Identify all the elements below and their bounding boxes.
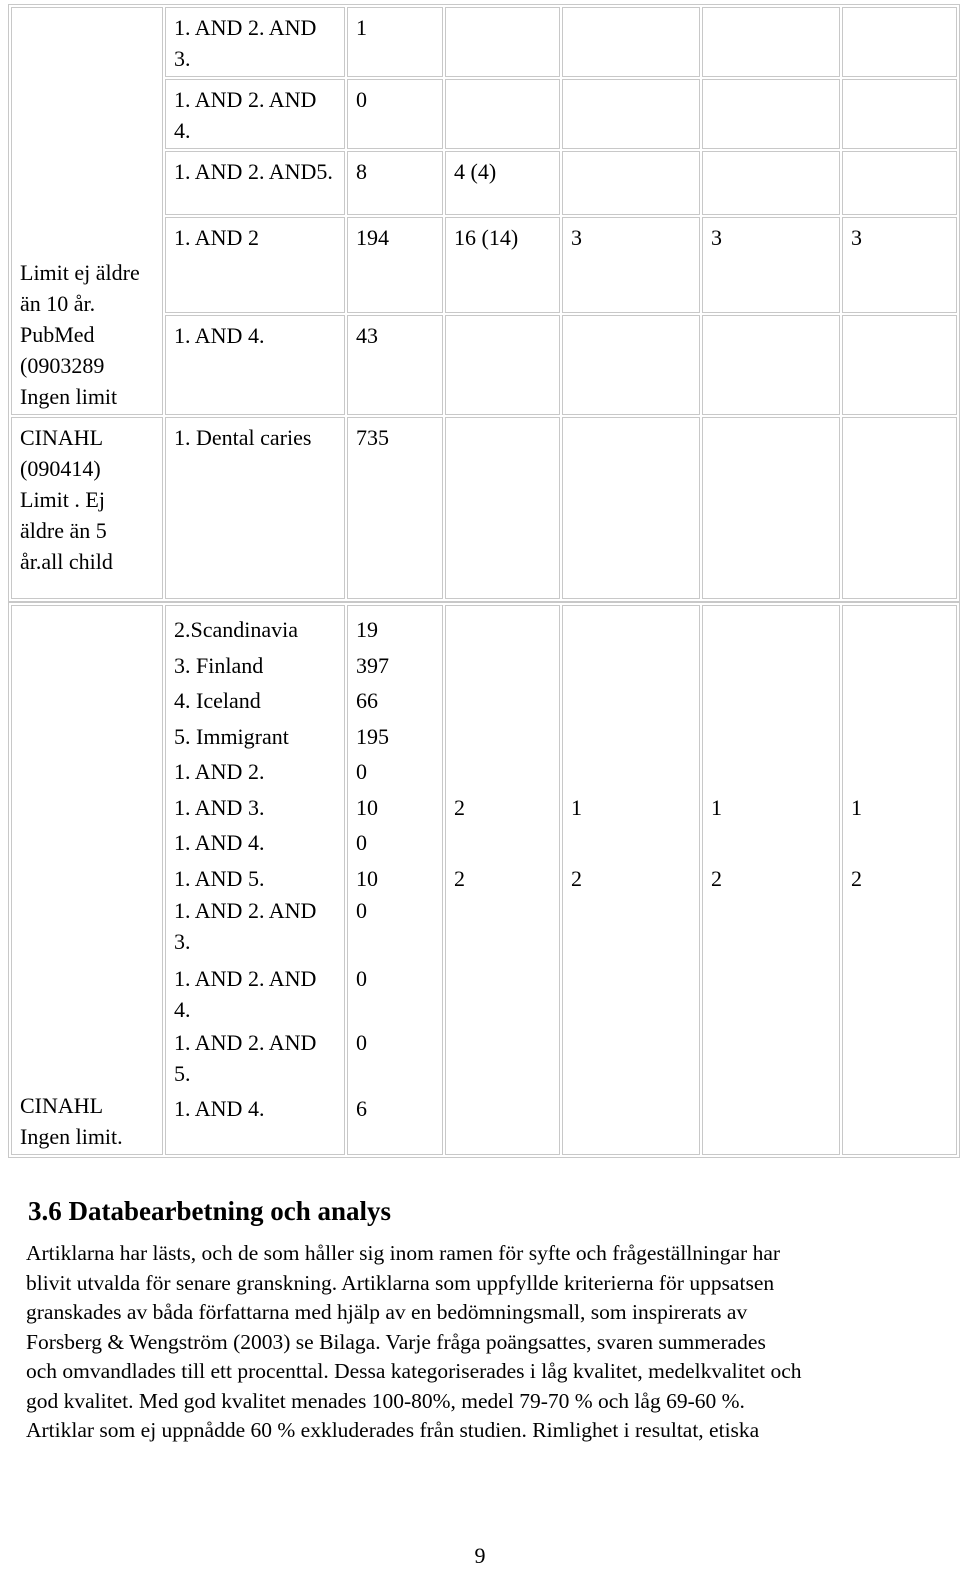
result-cell [562,315,700,415]
hits-value: 195 [356,724,389,749]
hits-cell: 1 [347,7,443,77]
result-column [842,605,957,1155]
body-paragraph [26,1239,936,1446]
search-cell: 1. AND 2. AND 3. [165,7,345,77]
search-term: 1. AND 4. [174,1096,265,1121]
paragraph-line: och omvandlades till ett procenttal. Dessa kategoriserades i låg kvalitet, medelkvalitet och [26,1359,802,1383]
result-cell: 4 (4) [445,151,560,215]
result-cell: 3 [702,217,840,313]
search-cell: 1. AND 4. [165,315,345,415]
search-term: 1. AND 2. AND 4. [174,966,317,1022]
result-value: 1 [571,795,582,820]
hits-value: 10 [356,866,378,891]
search-term: 1. AND 3. [174,795,265,820]
hits-value: 0 [356,1030,367,1055]
database-cell [11,7,163,415]
hits-cell: 0 [347,79,443,149]
table-row [11,417,957,599]
result-cell [562,417,700,599]
result-cell: 3 [562,217,700,313]
search-column [165,605,345,1155]
search-term: 1. AND 2. AND 3. [174,898,317,954]
result-column [702,605,840,1155]
search-term: 1. AND 4. [174,830,265,855]
result-cell [702,151,840,215]
result-value: 1 [851,795,862,820]
paragraph-line: blivit utvalda för senare granskning. Artiklarna som uppfyllde kriterierna för uppsatsen [26,1270,775,1295]
result-cell [562,79,700,149]
db-pubmed-label: PubMed (0903289 Ingen limit [20,322,118,409]
table-row [11,7,957,77]
result-cell: 3 [842,217,957,313]
result-cell [702,7,840,77]
hits-value: 0 [356,759,367,784]
result-cell [445,7,560,77]
result-cell [702,417,840,599]
result-cell [562,151,700,215]
database-cell: CINAHL Ingen limit. [11,605,163,1155]
hits-value: 19 [356,617,378,642]
result-cell [842,315,957,415]
result-cell [562,7,700,77]
search-cell: 1. AND 2 [165,217,345,313]
hits-value: 0 [356,830,367,855]
result-value: 2 [711,866,722,891]
search-cell: 1. AND 2. AND5. [165,151,345,215]
result-column [562,605,700,1155]
search-term: 1. AND 5. [174,866,265,891]
hits-value: 0 [356,966,367,991]
result-value: 2 [454,866,465,891]
search-table [8,4,954,1158]
result-cell [842,79,957,149]
page-number: 9 [474,1543,486,1568]
result-cell [445,417,560,599]
paragraph-line: granskades av båda författarna med hjälp av en bedömningsmall, som inspirerats av [26,1300,748,1324]
result-cell [842,151,957,215]
search-cell: 1. AND 2. AND 4. [165,79,345,149]
table-row [11,605,957,1155]
result-value: 2 [454,795,465,820]
search-term: 1. AND 2. AND 5. [174,1030,317,1086]
result-cell [445,79,560,149]
hits-cell: 8 [347,151,443,215]
result-cell [445,315,560,415]
result-cell [702,79,840,149]
database-cell [11,417,163,599]
paragraph-line: god kvalitet. Med god kvalitet menades 100-80%, medel 79-70 % och låg 69-60 %. [26,1388,745,1413]
search-term: 3. Finland [174,653,264,678]
hits-cell: 43 [347,315,443,415]
result-column [445,605,560,1155]
result-value: 2 [851,866,862,891]
db-limit-label: Limit ej äldre än 10 år. [20,260,140,316]
result-value: 1 [711,795,722,820]
search-results-table [8,4,960,602]
cinahl-results-table [8,602,960,1158]
search-term: 1. AND 2. [174,759,265,784]
result-cell: 16 (14) [445,217,560,313]
section-heading: 3.6 Databearbetning och analys [28,1196,392,1226]
search-term: 5. Immigrant [174,724,289,749]
result-cell [842,7,957,77]
paragraph-line: Artiklarna har lästs, och de som håller sig inom ramen för syfte och frågeställningar har [26,1241,781,1265]
search-cell: 1. Dental caries [165,417,345,599]
result-cell [702,315,840,415]
hits-value: 0 [356,898,367,923]
paragraph-line: Artiklar som ej uppnådde 60 % exkluderades från studien. Rimlighet i resultat, etiska [26,1418,760,1442]
hits-column [347,605,443,1155]
paragraph-line: Forsberg & Wengström (2003) se Bilaga. Varje fråga poängsattes, svaren summerades [26,1329,766,1354]
hits-value: 6 [356,1096,367,1121]
hits-cell: 194 [347,217,443,313]
result-value: 2 [571,866,582,891]
search-term: 4. Iceland [174,688,261,713]
hits-value: 10 [356,795,378,820]
result-cell [842,417,957,599]
hits-value: 397 [356,653,389,678]
db-cinahl-label: CINAHL (090414) Limit . Ej äldre än 5 år.all child [20,425,113,574]
hits-value: 66 [356,688,378,713]
hits-cell: 735 [347,417,443,599]
search-term: 2.Scandinavia [174,617,299,642]
